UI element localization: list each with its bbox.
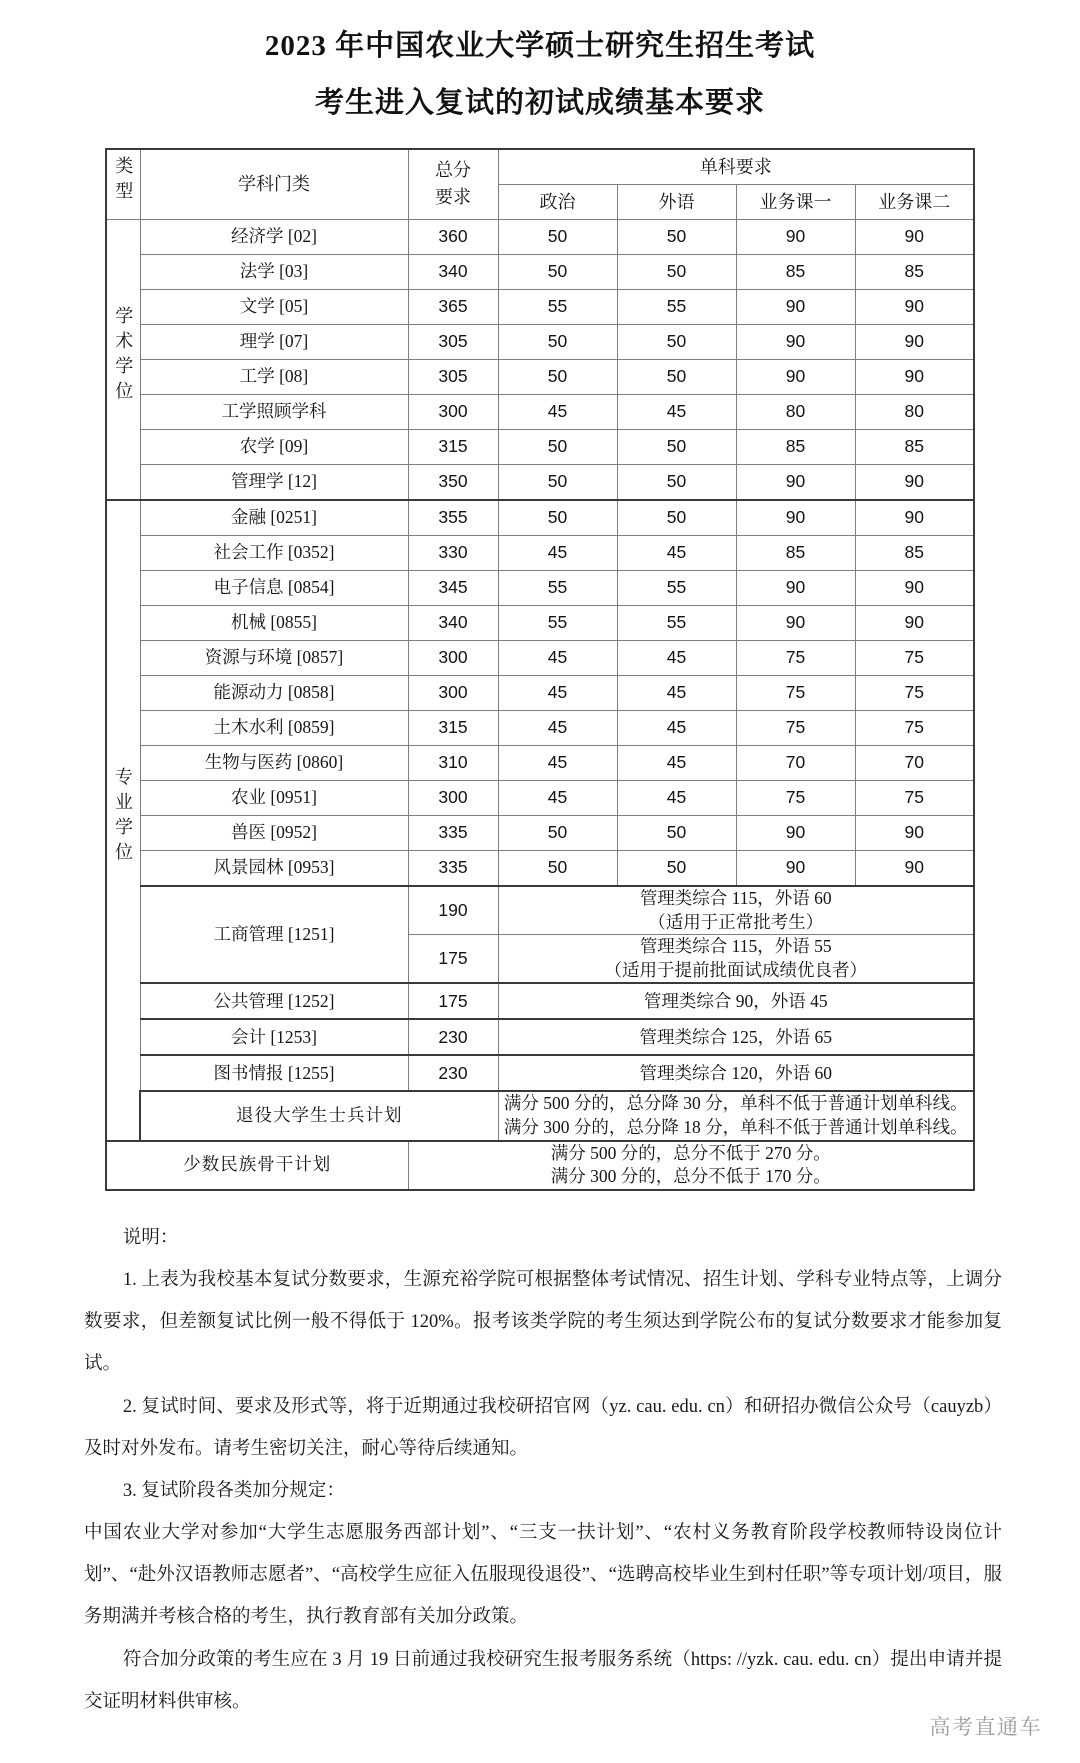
subject-name: 资源与环境 [0857] [140,640,408,675]
group-label-professional: 专业学位 [106,500,140,1141]
table-row [106,429,974,464]
table-row [106,1055,974,1091]
foreign-score: 50 [617,219,736,254]
subject-name: 经济学 [02] [140,219,408,254]
politics-score: 45 [498,675,617,710]
requirement-line-2: （适用于正常批考生） [648,911,824,932]
page-title [0,0,1080,126]
plan-line-2: 满分 300 分的，总分降 18 分，单科不低于普通计划单科线。 [503,1117,968,1137]
major1-score: 90 [736,289,855,324]
plan-line-2: 满分 300 分的，总分不低于 170 分。 [550,1166,831,1187]
total-score: 310 [408,745,498,780]
table-header [106,149,974,220]
header-total-score [408,149,498,220]
major2-score: 90 [855,500,974,536]
plan-line-1: 满分 500 分的，总分降 30 分，单科不低于普通计划单科线。 [503,1093,968,1114]
table-row [106,850,974,886]
subject-name: 兽医 [0952] [140,815,408,850]
foreign-score: 50 [617,324,736,359]
subject-name: 法学 [03] [140,254,408,289]
politics-score: 45 [498,710,617,745]
table-row [106,886,974,935]
major1-score: 90 [736,500,855,536]
table-row [106,640,974,675]
total-score: 300 [408,780,498,815]
total-score: 365 [408,289,498,324]
title-line-1: 2023 年中国农业大学硕士研究生招生考试 [264,30,816,62]
major1-score: 90 [736,605,855,640]
subject-name: 公共管理 [1252] [140,983,408,1019]
total-score: 360 [408,219,498,254]
total-score: 175 [408,935,498,984]
requirement-line-2: （适用于提前批面试成绩优良者） [604,959,867,980]
total-score: 300 [408,640,498,675]
total-score: 350 [408,464,498,500]
table-row [106,570,974,605]
subject-name: 工商管理 [1251] [140,886,408,984]
total-score: 315 [408,429,498,464]
table-row [106,289,974,324]
subject-name: 电子信息 [0854] [140,570,408,605]
foreign-score: 50 [617,464,736,500]
subject-name: 会计 [1253] [140,1019,408,1055]
plan-name: 退役大学生士兵计划 [140,1091,498,1140]
politics-score: 55 [498,570,617,605]
politics-score: 45 [498,640,617,675]
table-row [106,324,974,359]
table-row [106,535,974,570]
table-body [106,219,974,1190]
table-row [106,983,974,1019]
politics-score: 50 [498,815,617,850]
plan-requirement [408,1141,974,1190]
total-score: 305 [408,324,498,359]
foreign-score: 50 [617,254,736,289]
single-subject-requirement: 管理类综合 125，外语 65 [498,1019,974,1055]
politics-score: 50 [498,464,617,500]
foreign-score: 55 [617,605,736,640]
total-score: 335 [408,850,498,886]
table-row [106,1019,974,1055]
single-subject-requirement: 管理类综合 90，外语 45 [498,983,974,1019]
major1-score: 90 [736,815,855,850]
header-single-subject-group: 单科要求 [498,149,974,185]
header-total-line2: 要求 [435,187,471,208]
foreign-score: 45 [617,745,736,780]
subject-name: 风景园林 [0953] [140,850,408,886]
table-row [106,745,974,780]
total-score: 355 [408,500,498,536]
major1-score: 90 [736,850,855,886]
total-score: 335 [408,815,498,850]
foreign-score: 45 [617,535,736,570]
plan-line-1: 满分 500 分的，总分不低于 270 分。 [550,1142,831,1163]
title-line-2: 考生进入复试的初试成绩基本要求 [314,86,765,119]
table-row [106,605,974,640]
foreign-score: 55 [617,289,736,324]
subject-name: 社会工作 [0352] [140,535,408,570]
major1-score: 90 [736,324,855,359]
total-score: 230 [408,1019,498,1055]
major2-score: 75 [855,640,974,675]
header-foreign-language: 外语 [617,184,736,219]
subject-name: 生物与医药 [0860] [140,745,408,780]
foreign-score: 50 [617,815,736,850]
total-score: 175 [408,983,498,1019]
requirement-line-1: 管理类综合 115，外语 60 [639,887,832,908]
foreign-score: 45 [617,710,736,745]
subject-name: 土木水利 [0859] [140,710,408,745]
note-item-3-tail: 符合加分政策的考生应在 3 月 19 日前通过我校研究生报考服务系统（https: //yzk. cau. edu. cn）提出申请并提交证明材料供审核。 [84,1649,1002,1712]
note-item-3-body: 中国农业大学对参加“大学生志愿服务西部计划”、“三支一扶计划”、“农村义务教育阶段学校教师特设岗位计划”、“赴外汉语教师志愿者”、“高校学生应征入伍服现役退役”、“选聘高校毕业生到村任职”等专项计划/项目，服务期满并考核合格的考生，执行教育部有关加分政策。 [84,1523,1002,1628]
single-subject-requirement [498,886,974,935]
table-row [106,1091,974,1140]
major1-score: 85 [736,535,855,570]
major2-score: 75 [855,780,974,815]
major2-score: 75 [855,710,974,745]
subject-name: 管理学 [12] [140,464,408,500]
score-requirements-table [105,148,975,1191]
total-score: 340 [408,605,498,640]
major1-score: 90 [736,219,855,254]
total-score: 190 [408,886,498,935]
major1-score: 75 [736,675,855,710]
foreign-score: 50 [617,500,736,536]
total-score: 345 [408,570,498,605]
subject-name: 工学 [08] [140,359,408,394]
major2-score: 90 [855,359,974,394]
notes-section [84,1217,1002,1723]
total-score: 300 [408,675,498,710]
header-major-one: 业务课一 [736,184,855,219]
major2-score: 70 [855,745,974,780]
major2-score: 90 [855,815,974,850]
group-label-academic: 学术学位 [106,219,140,500]
subject-name: 工学照顾学科 [140,394,408,429]
major2-score: 90 [855,570,974,605]
subject-name: 农学 [09] [140,429,408,464]
table-row [106,780,974,815]
major2-score: 90 [855,464,974,500]
table-row [106,254,974,289]
plan-name: 少数民族骨干计划 [106,1141,408,1190]
major2-score: 90 [855,605,974,640]
politics-score: 45 [498,394,617,429]
major1-score: 90 [736,464,855,500]
foreign-score: 50 [617,359,736,394]
major2-score: 90 [855,289,974,324]
major2-score: 90 [855,850,974,886]
politics-score: 55 [498,289,617,324]
major2-score: 85 [855,254,974,289]
politics-score: 50 [498,359,617,394]
major2-score: 85 [855,535,974,570]
major1-score: 80 [736,394,855,429]
table-row [106,219,974,254]
subject-name: 图书情报 [1255] [140,1055,408,1091]
foreign-score: 50 [617,429,736,464]
major1-score: 85 [736,254,855,289]
header-total-line1: 总分 [435,160,471,181]
header-politics: 政治 [498,184,617,219]
politics-score: 45 [498,780,617,815]
major1-score: 75 [736,710,855,745]
major2-score: 85 [855,429,974,464]
major1-score: 90 [736,570,855,605]
requirement-line-1: 管理类综合 115，外语 55 [639,936,832,957]
subject-name: 农业 [0951] [140,780,408,815]
foreign-score: 45 [617,640,736,675]
table-row [106,464,974,500]
major1-score: 75 [736,640,855,675]
header-type: 类型 [106,149,140,220]
major1-score: 90 [736,359,855,394]
note-item-1: 1. 上表为我校基本复试分数要求，生源充裕学院可根据整体考试情况、招生计划、学科专业特点等，上调分数要求，但差额复试比例一般不得低于 120%。报考该类学院的考生须达到学院公布的复试分数要求才能参加复试。 [84,1270,1002,1375]
table-row [106,1141,974,1190]
total-score: 230 [408,1055,498,1091]
politics-score: 50 [498,324,617,359]
subject-name: 文学 [05] [140,289,408,324]
major1-score: 75 [736,780,855,815]
table-row [106,815,974,850]
foreign-score: 45 [617,675,736,710]
table-row [106,710,974,745]
notes-heading: 说明： [122,1227,179,1248]
header-major-two: 业务课二 [855,184,974,219]
table-row [106,675,974,710]
politics-score: 50 [498,254,617,289]
major2-score: 90 [855,219,974,254]
note-item-2: 2. 复试时间、要求及形式等，将于近期通过我校研招官网（yz. cau. edu. cn）和研招办微信公众号（cauyzb）及时对外发布。请考生密切关注，耐心等待后续通知。 [84,1396,1002,1459]
plan-requirement [498,1091,974,1140]
watermark: 高考直通车 [929,1715,1042,1739]
single-subject-requirement [498,935,974,984]
foreign-score: 55 [617,570,736,605]
politics-score: 50 [498,219,617,254]
total-score: 315 [408,710,498,745]
major1-score: 85 [736,429,855,464]
header-subject: 学科门类 [140,149,408,220]
table-row [106,500,974,536]
politics-score: 45 [498,535,617,570]
foreign-score: 45 [617,394,736,429]
total-score: 330 [408,535,498,570]
politics-score: 50 [498,500,617,536]
major1-score: 70 [736,745,855,780]
major2-score: 75 [855,675,974,710]
foreign-score: 45 [617,780,736,815]
total-score: 300 [408,394,498,429]
subject-name: 金融 [0251] [140,500,408,536]
politics-score: 50 [498,850,617,886]
total-score: 340 [408,254,498,289]
foreign-score: 50 [617,850,736,886]
politics-score: 50 [498,429,617,464]
politics-score: 45 [498,745,617,780]
table-row [106,359,974,394]
note-item-3: 3. 复试阶段各类加分规定： [122,1480,345,1501]
total-score: 305 [408,359,498,394]
single-subject-requirement: 管理类综合 120，外语 60 [498,1055,974,1091]
major2-score: 80 [855,394,974,429]
subject-name: 理学 [07] [140,324,408,359]
table-row [106,394,974,429]
subject-name: 能源动力 [0858] [140,675,408,710]
major2-score: 90 [855,324,974,359]
politics-score: 55 [498,605,617,640]
subject-name: 机械 [0855] [140,605,408,640]
